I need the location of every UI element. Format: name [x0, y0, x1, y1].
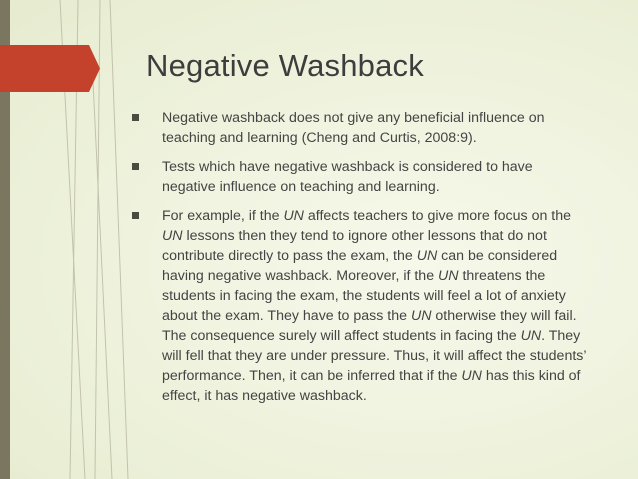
- slide-title: Negative Washback: [146, 48, 424, 83]
- square-bullet-icon: [132, 163, 139, 170]
- title-accent-bar: [0, 45, 100, 92]
- bullet-text: Tests which have negative washback is considered to have negative influence on teaching and learning.: [162, 159, 533, 195]
- bullet-list: [130, 108, 590, 415]
- bullet-item: [130, 206, 590, 406]
- square-bullet-icon: [132, 114, 139, 121]
- bullet-text: Negative washback does not give any beneficial influence on teaching and learning (Cheng and Curtis, 2008:9).: [162, 110, 545, 146]
- bullet-item: [130, 108, 590, 148]
- square-bullet-icon: [132, 212, 139, 219]
- bullet-item: [130, 157, 590, 197]
- bullet-text: For example, if the UN affects teachers to give more focus on the UN lessons then they tend to ignore other lessons that do not contribute directly to pass the exam, the UN can be considered having negative washback. Moreover, if the UN threatens the students in facing the exam, the students will feel a lot of anxiety about the exam. They have to pass the UN otherwise they will fail. The consequence surely will affect students in facing the UN. They will fell that they are under pressure. Thus, it will affect the students’ performance. Then, it can be inferred that if the UN has this kind of effect, it has negative washback.: [162, 208, 586, 404]
